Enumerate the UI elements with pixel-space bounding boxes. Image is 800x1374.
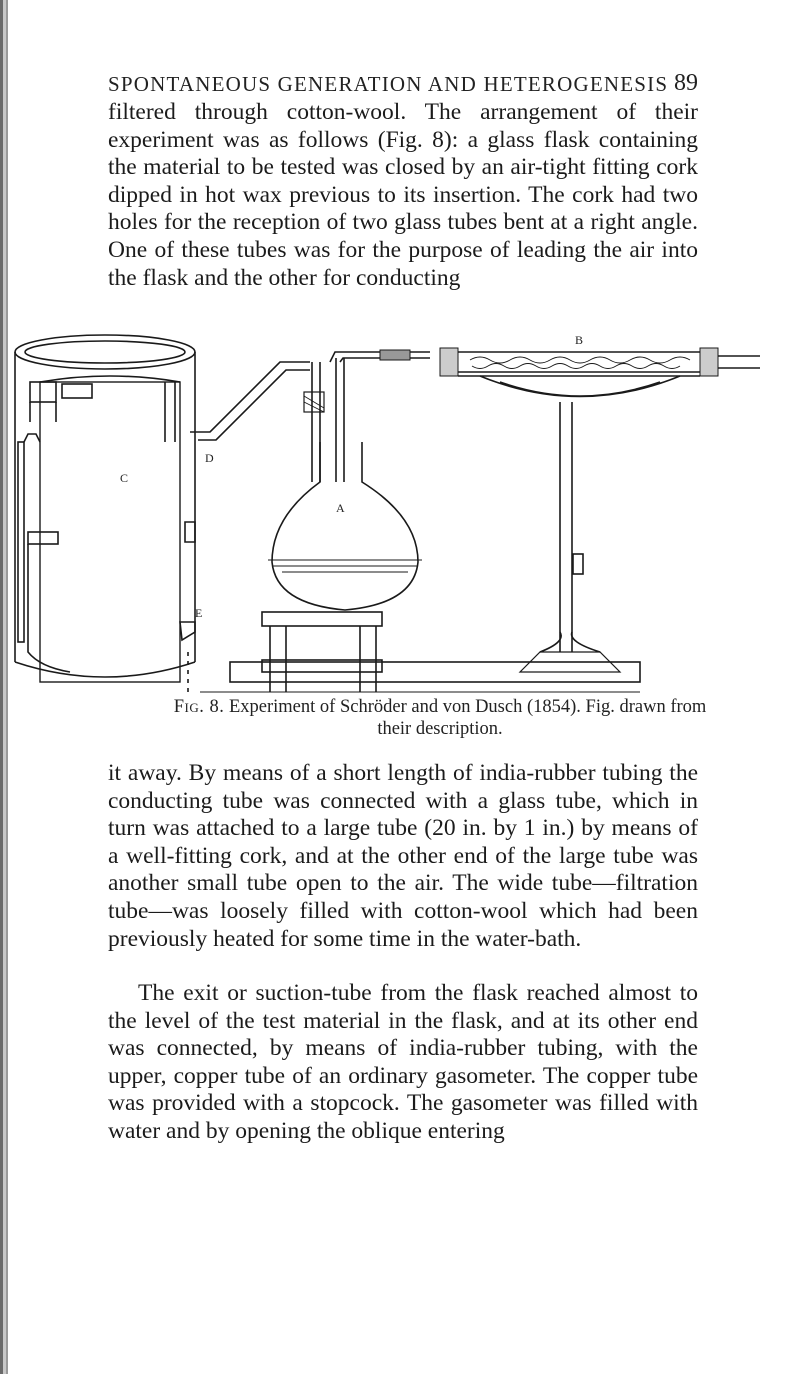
- caption-text: Experiment of Schröder and von Dusch (1854). Fig. drawn from their description.: [228, 697, 707, 739]
- running-title: SPONTANEOUS GENERATION AND HETEROGENESIS: [108, 72, 669, 96]
- label-e: E: [195, 606, 203, 620]
- page-number: 89: [674, 70, 698, 96]
- filtration-tube-b: [440, 348, 760, 672]
- flask-a: [262, 442, 422, 692]
- base-board: [200, 662, 640, 692]
- apparatus-diagram: [0, 322, 800, 702]
- label-d: D: [205, 451, 214, 465]
- paragraph-3: The exit or suction-tube from the flask reached almost to the level of the test material in the flask, and at its other end was connected, by means of india-rubber tubing, with the upper, copper tube of an ordinary gasometer. The copper tube was provided with a stopcock. The gasometer was filled with water and by opening the oblique entering: [108, 980, 698, 1144]
- gasometer: [15, 335, 195, 692]
- paragraph-2: it away. By means of a short length of india-rubber tubing the conducting tube was connected with a glass tube, which in turn was attached to a large tube (20 in. by 1 in.) by means of a well-fitting cork, and at the other end of the large tube was another small tube open to the air. The wide tube—filtration tube—was loosely filled with cotton-wool which had been previously heated for some time in the water-bath.: [108, 760, 698, 952]
- label-b: B: [575, 333, 584, 347]
- label-a: A: [336, 501, 345, 515]
- caption-label: Fig. 8.: [173, 697, 225, 717]
- figure-8: [0, 322, 800, 702]
- connecting-tubes: [190, 350, 430, 482]
- label-c: C: [120, 471, 129, 485]
- figure-caption: [160, 696, 720, 740]
- paragraph-1: filtered through cotton-wool. The arrangement of their experiment was as follows (Fig. 8): a glass flask containing the material to be tested was closed by an air-tight fitting cork dipped in hot wax previous to its insertion. The cork had two holes for the reception of two glass tubes bent at a right angle. One of these tubes was for the purpose of leading the air into the flask and the other for conducting: [108, 99, 698, 291]
